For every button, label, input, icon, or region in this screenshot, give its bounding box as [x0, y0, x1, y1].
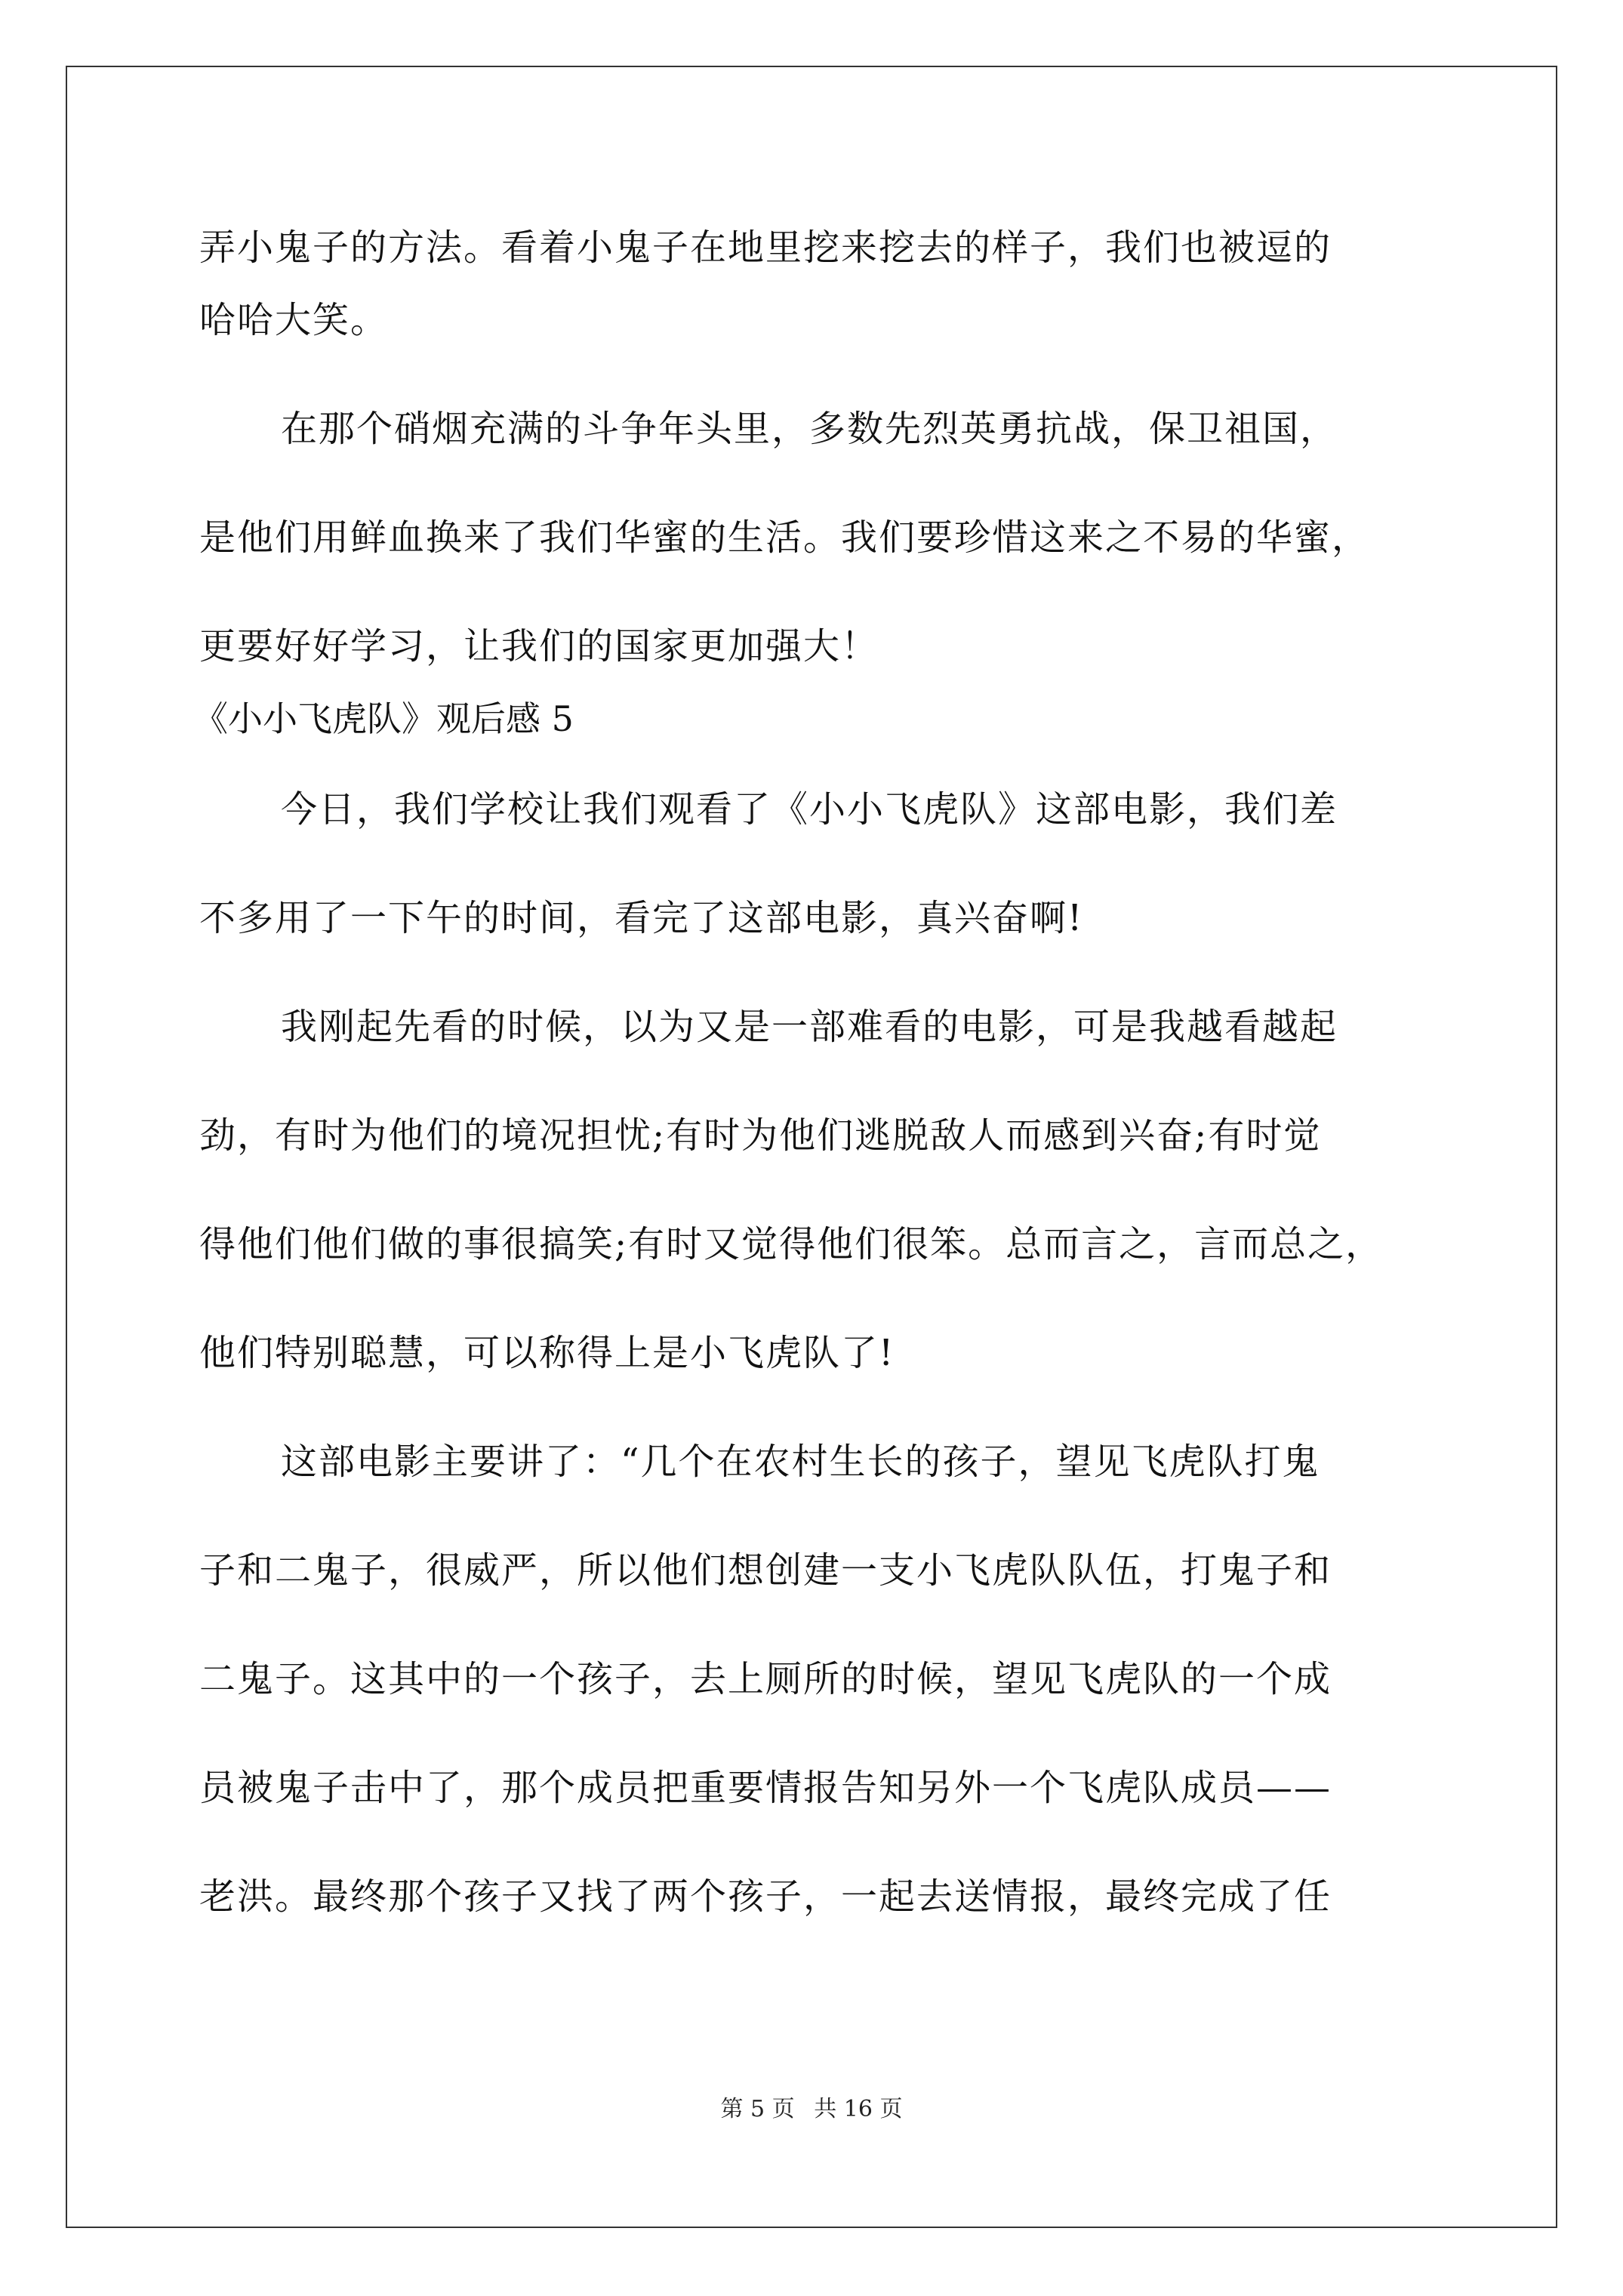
text-line: 我刚起先看的时候，以为又是一部难看的电影，可是我越看越起 [281, 1006, 1338, 1048]
page-footer [0, 2090, 1623, 2123]
page-number: 第 5 页 [720, 2096, 795, 2122]
text-line: 他们特别聪慧，可以称得上是小飞虎队了! [199, 1332, 895, 1374]
text-line: 劲，有时为他们的境况担忧;有时为他们逃脱敌人而感到兴奋;有时觉 [199, 1114, 1322, 1157]
text-line: 得他们他们做的事很搞笑;有时又觉得他们很笨。总而言之，言而总之， [199, 1223, 1384, 1265]
text-line: 弄小鬼子的方法。看着小鬼子在地里挖来挖去的样子，我们也被逗的 [199, 227, 1332, 269]
text-line: 二鬼子。这其中的一个孩子，去上厕所的时候，望见飞虎队的一个成 [199, 1658, 1332, 1700]
text-line: 员被鬼子击中了，那个成员把重要情报告知另外一个飞虎队成员—— [199, 1767, 1332, 1809]
text-line: 哈哈大笑。 [199, 299, 389, 341]
text-line: 不多用了一下午的时间，看完了这部电影，真兴奋啊! [199, 897, 1084, 939]
text-line: 子和二鬼子，很威严，所以他们想创建一支小飞虎队队伍，打鬼子和 [199, 1549, 1332, 1592]
text-line: 今日，我们学校让我们观看了《小小飞虎队》这部电影，我们差 [281, 788, 1338, 831]
page-total: 共 16 页 [814, 2096, 903, 2122]
text-line: 这部电影主要讲了：“几个在农村生长的孩子，望见飞虎队打鬼 [281, 1441, 1320, 1483]
text-line: 老洪。最终那个孩子又找了两个孩子，一起去送情报，最终完成了任 [199, 1875, 1332, 1918]
text-line: 在那个硝烟充满的斗争年头里，多数先烈英勇抗战，保卫祖国， [281, 408, 1338, 450]
text-line: 更要好好学习，让我们的国家更加强大！ [199, 625, 879, 667]
document-body [193, 211, 1437, 1933]
section-heading: 《小小飞虎队》观后感 5 [193, 698, 574, 739]
text-line: 是他们用鲜血换来了我们华蜜的生活。我们要珍惜这来之不易的华蜜， [199, 516, 1370, 559]
